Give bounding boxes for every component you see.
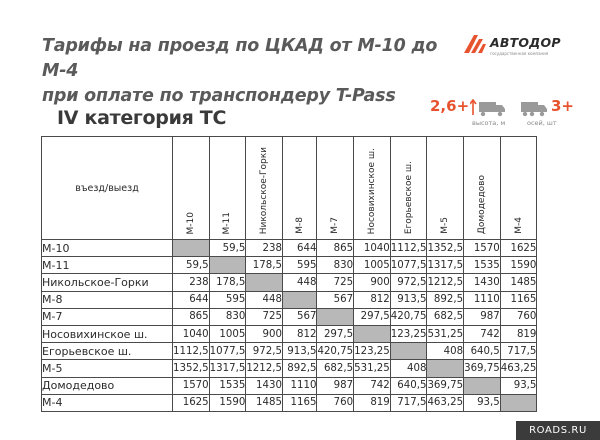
- fare-cell: 567: [317, 291, 354, 308]
- row-label: М-5: [42, 360, 173, 377]
- table-row: [42, 343, 537, 360]
- fare-cell: 463,25: [500, 360, 537, 377]
- fare-cell: 93,5: [464, 394, 501, 411]
- fare-cell: 59,5: [173, 257, 210, 274]
- fare-cell: 1112,5: [173, 343, 210, 360]
- fare-cell: 1212,5: [427, 274, 464, 291]
- column-header-text: Никольское-Горки: [259, 146, 270, 234]
- table-row: [42, 360, 537, 377]
- fare-cell: 1590: [209, 394, 246, 411]
- fare-cell: 420,75: [390, 308, 427, 325]
- fare-cell: 972,5: [390, 274, 427, 291]
- column-header: [282, 137, 317, 240]
- column-header-text: Домодедово: [476, 174, 487, 234]
- fare-cell: 682,5: [317, 360, 354, 377]
- row-label: Никольское-Горки: [42, 274, 173, 291]
- fare-cell: 1625: [173, 394, 210, 411]
- column-header: [427, 137, 464, 240]
- diagonal-cell: [209, 257, 246, 274]
- fare-cell: 531,25: [427, 325, 464, 342]
- diagonal-cell: [390, 343, 427, 360]
- source-badge: ROADS.RU: [516, 421, 600, 440]
- logo-subtext: государственная компания: [490, 51, 549, 56]
- fare-cell: 900: [246, 325, 283, 342]
- fare-cell: 531,25: [354, 360, 391, 377]
- fare-cell: 1535: [464, 257, 501, 274]
- column-header-text: Егорьевское ш.: [403, 160, 414, 234]
- diagonal-cell: [427, 360, 464, 377]
- column-header: [246, 137, 283, 240]
- vehicle-limits: [430, 97, 575, 131]
- fare-cell: 865: [173, 308, 210, 325]
- fare-cell: 892,5: [282, 360, 317, 377]
- row-label: М-11: [42, 257, 173, 274]
- table-row: [42, 291, 537, 308]
- fare-cell: 972,5: [246, 343, 283, 360]
- fare-cell: 830: [317, 257, 354, 274]
- row-label: М-7: [42, 308, 173, 325]
- fare-cell: 760: [317, 394, 354, 411]
- fare-cell: 1535: [209, 377, 246, 394]
- diagonal-cell: [282, 291, 317, 308]
- fare-cell: 463,25: [427, 394, 464, 411]
- logo-text: АВТОДОР: [490, 35, 561, 50]
- fare-cell: 987: [464, 308, 501, 325]
- fare-cell: 913,5: [390, 291, 427, 308]
- fare-cell: 1110: [464, 291, 501, 308]
- fare-cell: 742: [354, 377, 391, 394]
- fare-cell: 369,75: [464, 360, 501, 377]
- fare-cell: 640,5: [390, 377, 427, 394]
- fare-cell: 865: [317, 240, 354, 257]
- fare-table-body: [42, 240, 537, 412]
- column-header-text: М-10: [185, 211, 196, 234]
- table-row: [42, 377, 537, 394]
- column-header-text: Носовихинское ш.: [366, 147, 377, 234]
- fare-cell: 595: [282, 257, 317, 274]
- column-header-text: М-4: [513, 217, 524, 234]
- fare-cell: 297,5: [317, 325, 354, 342]
- fare-cell: 760: [500, 308, 537, 325]
- fare-cell: 178,5: [246, 257, 283, 274]
- column-header-text: М-11: [222, 211, 233, 234]
- fare-cell: 1040: [173, 325, 210, 342]
- fare-cell: 644: [173, 291, 210, 308]
- column-header: [500, 137, 537, 240]
- table-row: [42, 257, 537, 274]
- fare-cell: 892,5: [427, 291, 464, 308]
- fare-cell: 819: [500, 325, 537, 342]
- column-header: [464, 137, 501, 240]
- axles-value: 3+: [551, 97, 575, 115]
- fare-cell: 369,75: [427, 377, 464, 394]
- table-row: [42, 308, 537, 325]
- fare-cell: 297,5: [354, 308, 391, 325]
- truck-axles-icon: [520, 99, 550, 117]
- row-label: Носовихинское ш.: [42, 325, 173, 342]
- fare-cell: 1005: [354, 257, 391, 274]
- height-value: 2,6+: [430, 97, 470, 115]
- diagonal-cell: [464, 377, 501, 394]
- fare-cell: 1590: [500, 257, 537, 274]
- fare-cell: 1570: [173, 377, 210, 394]
- avtodor-logo: [462, 33, 574, 63]
- fare-cell: 900: [354, 274, 391, 291]
- fare-cell: 812: [354, 291, 391, 308]
- row-label: Егорьевское ш.: [42, 343, 173, 360]
- fare-cell: 1570: [464, 240, 501, 257]
- fare-cell: 1005: [209, 325, 246, 342]
- fare-cell: 725: [246, 308, 283, 325]
- truck-height-icon: [470, 99, 510, 117]
- corner-label: въезд/выезд: [42, 137, 173, 240]
- page-title: [42, 34, 442, 109]
- row-label: М-8: [42, 291, 173, 308]
- fare-cell: 812: [282, 325, 317, 342]
- table-row: [42, 394, 537, 411]
- fare-cell: 913,5: [282, 343, 317, 360]
- fare-table-header-row: [42, 137, 537, 240]
- fare-cell: 1317,5: [427, 257, 464, 274]
- fare-cell: 59,5: [209, 240, 246, 257]
- fare-cell: 1077,5: [209, 343, 246, 360]
- column-header: [173, 137, 210, 240]
- fare-cell: 640,5: [464, 343, 501, 360]
- fare-cell: 830: [209, 308, 246, 325]
- table-row: [42, 240, 537, 257]
- vehicle-category-heading: IV категория ТС: [57, 107, 227, 129]
- height-caption: высота, м: [472, 119, 506, 127]
- fare-cell: 567: [282, 308, 317, 325]
- fare-cell: 987: [317, 377, 354, 394]
- column-header-text: М-8: [294, 217, 305, 234]
- fare-cell: 742: [464, 325, 501, 342]
- fare-cell: 1077,5: [390, 257, 427, 274]
- fare-cell: 123,25: [354, 343, 391, 360]
- fare-cell: 1485: [246, 394, 283, 411]
- fare-cell: 595: [209, 291, 246, 308]
- fare-cell: 1625: [500, 240, 537, 257]
- column-header-text: М-5: [440, 217, 451, 234]
- axles-caption: осей, шт: [527, 119, 557, 127]
- fare-cell: 1165: [500, 291, 537, 308]
- fare-cell: 448: [246, 291, 283, 308]
- fare-cell: 448: [282, 274, 317, 291]
- fare-cell: 1352,5: [427, 240, 464, 257]
- fare-cell: 1485: [500, 274, 537, 291]
- column-header: [390, 137, 427, 240]
- fare-cell: 717,5: [390, 394, 427, 411]
- fare-cell: 420,75: [317, 343, 354, 360]
- fare-cell: 238: [246, 240, 283, 257]
- fare-cell: 178,5: [209, 274, 246, 291]
- fare-cell: 725: [317, 274, 354, 291]
- diagonal-cell: [246, 274, 283, 291]
- fare-cell: 819: [354, 394, 391, 411]
- fare-cell: 408: [427, 343, 464, 360]
- row-label: М-4: [42, 394, 173, 411]
- column-header: [354, 137, 391, 240]
- avtodor-logo-icon: [462, 33, 488, 55]
- fare-cell: 238: [173, 274, 210, 291]
- diagonal-cell: [317, 308, 354, 325]
- fare-cell: 408: [390, 360, 427, 377]
- fare-cell: 1317,5: [209, 360, 246, 377]
- fare-table: [41, 136, 537, 412]
- fare-cell: 1212,5: [246, 360, 283, 377]
- column-header: [317, 137, 354, 240]
- fare-cell: 682,5: [427, 308, 464, 325]
- row-label: М-10: [42, 240, 173, 257]
- fare-cell: 1040: [354, 240, 391, 257]
- column-header-text: М-7: [330, 217, 341, 234]
- table-row: [42, 274, 537, 291]
- fare-cell: 1352,5: [173, 360, 210, 377]
- title-line-1: Тарифы на проезд по ЦКАД от М-10 до М-4: [42, 36, 438, 81]
- fare-cell: 1165: [282, 394, 317, 411]
- fare-cell: 93,5: [500, 377, 537, 394]
- fare-cell: 644: [282, 240, 317, 257]
- fare-cell: 1112,5: [390, 240, 427, 257]
- fare-cell: 1430: [464, 274, 501, 291]
- title-line-2: при оплате по транспондеру T-Pass: [42, 86, 396, 106]
- table-row: [42, 325, 537, 342]
- diagonal-cell: [173, 240, 210, 257]
- fare-cell: 1430: [246, 377, 283, 394]
- diagonal-cell: [500, 394, 537, 411]
- diagonal-cell: [354, 325, 391, 342]
- row-label: Домодедово: [42, 377, 173, 394]
- fare-cell: 717,5: [500, 343, 537, 360]
- fare-cell: 1110: [282, 377, 317, 394]
- column-header: [209, 137, 246, 240]
- fare-cell: 123,25: [390, 325, 427, 342]
